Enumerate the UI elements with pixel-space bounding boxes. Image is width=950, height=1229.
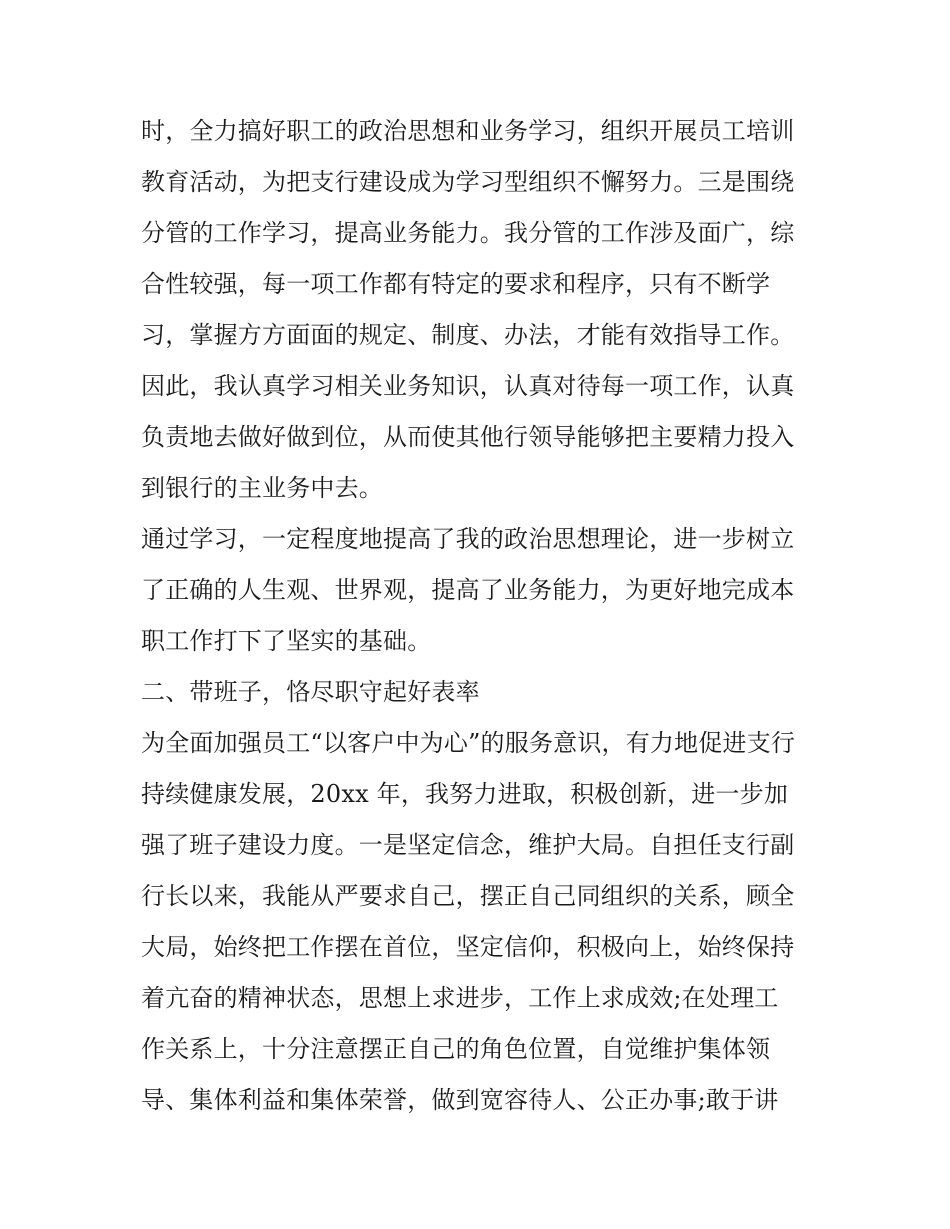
text-line: 着亢奋的精神状态，思想上求进步，工作上求成效;在处理工 xyxy=(141,984,779,1012)
text-line: 因此，我认真学习相关业务知识，认真对待每一项工作，认真 xyxy=(141,372,795,400)
text-line: 到银行的主业务中去。 xyxy=(141,474,383,502)
text-line: 合性较强，每一项工作都有特定的要求和程序，只有不断学 xyxy=(141,270,771,298)
text-line: 时，全力搞好职工的政治思想和业务学习，组织开展员工培训 xyxy=(141,117,795,145)
text-line: 作关系上，十分注意摆正自己的角色位置，自觉维护集体领 xyxy=(141,1035,771,1063)
text-line: 为全面加强员工“以客户中为心”的服务意识，有力地促进支行 xyxy=(141,729,796,757)
text-line: 导、集体利益和集体荣誉，做到宽容待人、公正办事;敢于讲 xyxy=(141,1086,779,1114)
document-body xyxy=(141,106,821,1126)
text-line: 负责地去做好做到位，从而使其他行领导能够把主要精力投入 xyxy=(141,423,795,451)
text-line: 行长以来，我能从严要求自己，摆正自己同组织的关系，顾全 xyxy=(141,882,795,910)
text-line: 了正确的人生观、世界观，提高了业务能力，为更好地完成本 xyxy=(141,576,795,604)
text-line: 职工作打下了坚实的基础。 xyxy=(141,627,432,655)
text-line: 分管的工作学习，提高业务能力。我分管的工作涉及面广，综 xyxy=(141,219,795,247)
section-heading: 二、带班子，恪尽职守起好表率 xyxy=(141,678,480,706)
text-line: 持续健康发展，20xx 年，我努力进取，积极创新，进一步加 xyxy=(141,780,789,808)
text-line: 习，掌握方方面面的规定、制度、办法，才能有效指导工作。 xyxy=(141,321,795,349)
text-line: 大局，始终把工作摆在首位，坚定信仰，积极向上，始终保持 xyxy=(141,933,795,961)
text-line: 通过学习，一定程度地提高了我的政治思想理论，进一步树立 xyxy=(141,525,795,553)
text-line: 教育活动，为把支行建设成为学习型组织不懈努力。三是围绕 xyxy=(141,168,795,196)
text-line: 强了班子建设力度。一是坚定信念，维护大局。自担任支行副 xyxy=(141,831,795,859)
